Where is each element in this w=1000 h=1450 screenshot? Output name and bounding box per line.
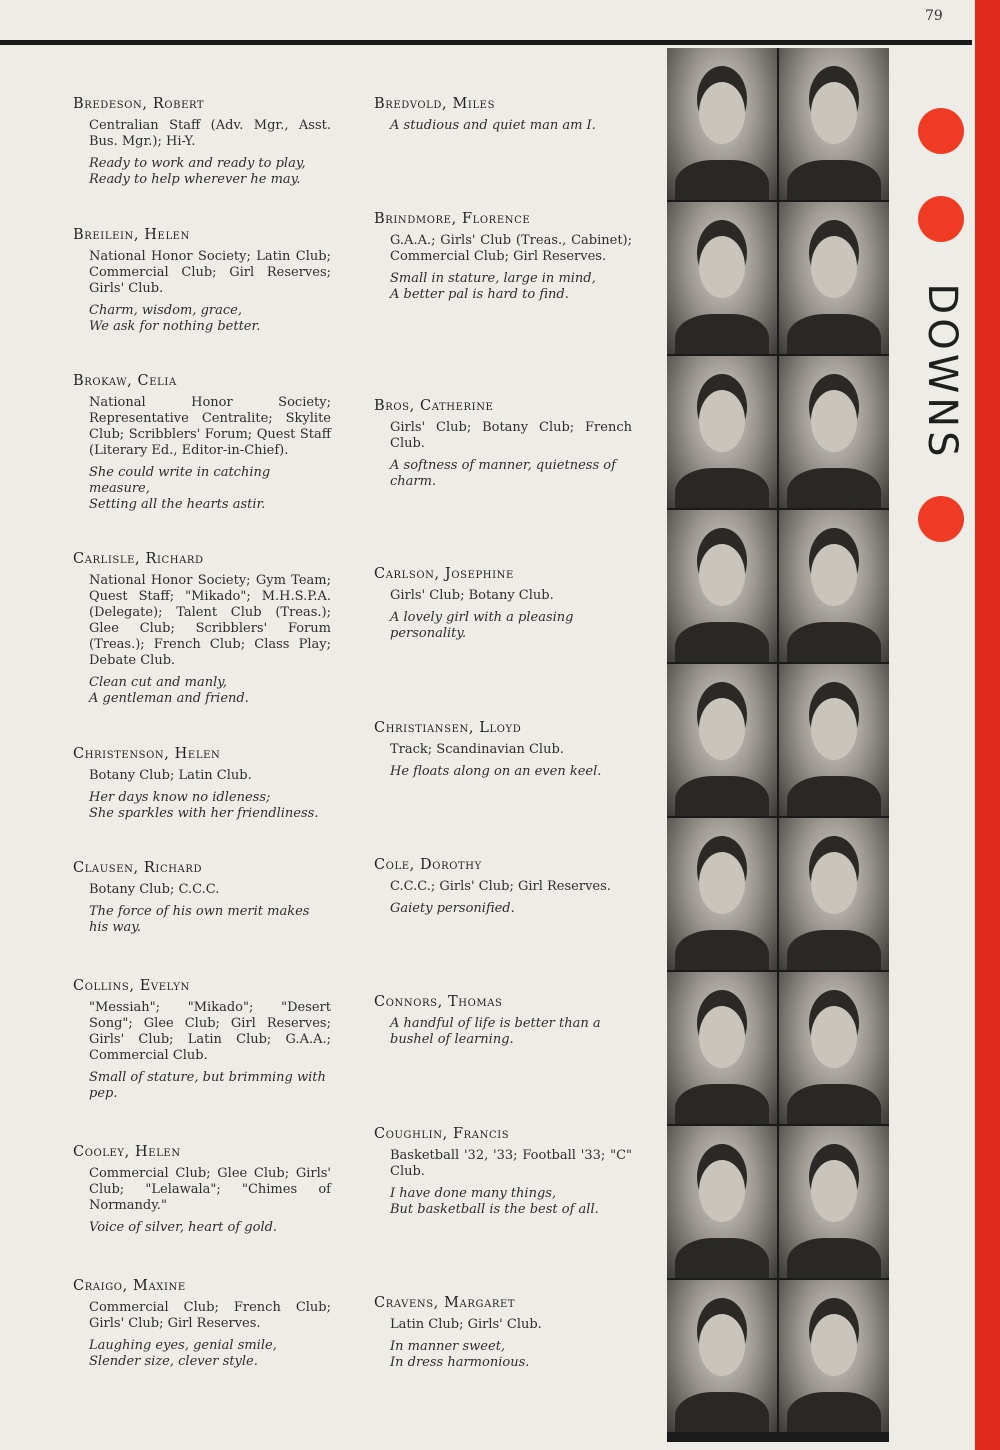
student-activities: C.C.C.; Girls' Club; Girl Reserves.	[390, 879, 611, 894]
student-name: Cooley, Helen	[73, 1144, 181, 1160]
student-activities: Girls' Club; Botany Club; French Club.	[390, 420, 632, 451]
student-quote: A handful of life is better than a bushel of learning.	[390, 1016, 601, 1047]
portrait-christiansen-lloyd	[779, 664, 889, 816]
student-quote: He floats along on an even keel.	[390, 764, 602, 779]
student-entry	[73, 551, 331, 707]
student-name: Cole, Dorothy	[374, 857, 482, 873]
student-name: Cravens, Margaret	[374, 1295, 516, 1311]
student-entry	[73, 746, 331, 822]
portrait-brokaw-celia	[667, 356, 777, 508]
student-activities: Commercial Club; Glee Club; Girls' Club; "Lelawala"; "Chimes of Normandy."	[89, 1166, 331, 1213]
page-number: 79	[925, 8, 943, 24]
student-name: Brokaw, Celia	[73, 373, 177, 389]
student-entry	[73, 1144, 331, 1236]
student-name: Craigo, Maxine	[73, 1278, 186, 1294]
portrait-grid	[667, 48, 889, 1442]
student-entry	[374, 398, 632, 490]
student-activities: "Messiah"; "Mikado"; "Desert Song"; Glee Club; Girl Reserves; Girls' Club; Latin Club; G.A.A.; Commercial Club.	[89, 1000, 331, 1063]
student-quote: In manner sweet, In dress harmonious.	[390, 1339, 530, 1370]
section-label: DOWNS	[919, 283, 965, 461]
portrait-bredeson-robert	[667, 48, 777, 200]
student-entry	[374, 994, 632, 1048]
student-quote: She could write in catching measure, Setting all the hearts astir.	[89, 465, 271, 512]
portrait-craigo-maxine	[667, 1280, 777, 1432]
student-quote: Voice of silver, heart of gold.	[89, 1220, 278, 1235]
student-quote: Ready to work and ready to play, Ready to help wherever he may.	[89, 156, 306, 187]
student-activities: Basketball '32, '33; Football '33; "C" Club.	[390, 1148, 632, 1179]
student-entry	[374, 857, 632, 917]
red-side-strip	[975, 0, 1000, 1450]
red-dot-3	[918, 496, 964, 542]
student-quote: Charm, wisdom, grace, We ask for nothing better.	[89, 303, 261, 334]
student-name: Christiansen, Lloyd	[374, 720, 522, 736]
student-name: Carlisle, Richard	[73, 551, 204, 567]
student-name: Christenson, Helen	[73, 746, 221, 762]
student-quote: A softness of manner, quietness of charm.	[390, 458, 616, 489]
student-name: Bredvold, Miles	[374, 96, 496, 112]
portrait-bros-catherine	[779, 356, 889, 508]
student-activities: Latin Club; Girls' Club.	[390, 1317, 542, 1332]
student-name: Carlson, Josephine	[374, 566, 514, 582]
student-quote: The force of his own merit makes his way.	[89, 904, 310, 935]
student-entry	[374, 720, 632, 780]
student-entry	[374, 211, 632, 303]
portrait-cooley-helen	[667, 1126, 777, 1278]
student-activities: Botany Club; Latin Club.	[89, 768, 252, 783]
red-dot-1	[918, 108, 964, 154]
student-name: Collins, Evelyn	[73, 978, 190, 994]
student-quote: Small of stature, but brimming with pep.	[89, 1070, 326, 1101]
portrait-carlson-josephine	[779, 510, 889, 662]
student-quote: I have done many things, But basketball is the best of all.	[390, 1186, 599, 1217]
student-entry	[374, 1295, 632, 1371]
student-name: Bros, Catherine	[374, 398, 494, 414]
student-quote: Laughing eyes, genial smile, Slender size, clever style.	[89, 1338, 277, 1369]
student-activities: National Honor Society; Representative Centralite; Skylite Club; Scribblers' Forum; Quest Staff (Literary Ed., Editor-in-Chief).	[89, 395, 331, 458]
portrait-clausen-richard	[667, 818, 777, 970]
student-quote: A studious and quiet man am I.	[390, 118, 596, 133]
student-entry	[73, 1278, 331, 1370]
portrait-carlisle-richard	[667, 510, 777, 662]
portrait-collins-evelyn	[667, 972, 777, 1124]
student-entry	[374, 1126, 632, 1218]
student-quote: A lovely girl with a pleasing personality.	[390, 610, 574, 641]
student-activities: Girls' Club; Botany Club.	[390, 588, 554, 603]
portrait-connors-thomas	[779, 972, 889, 1124]
student-activities: G.A.A.; Girls' Club (Treas., Cabinet); Commercial Club; Girl Reserves.	[390, 233, 632, 264]
student-activities: Track; Scandinavian Club.	[390, 742, 564, 757]
student-entry	[73, 373, 331, 513]
student-name: Coughlin, Francis	[374, 1126, 510, 1142]
student-entry	[374, 566, 632, 642]
portrait-coughlin-francis	[779, 1126, 889, 1278]
student-entry	[73, 978, 331, 1102]
student-name: Connors, Thomas	[374, 994, 503, 1010]
portrait-breilein-helen	[667, 202, 777, 354]
student-quote: Clean cut and manly, A gentleman and friend.	[89, 675, 249, 706]
portrait-brindmore-florence	[779, 202, 889, 354]
student-activities: Centralian Staff (Adv. Mgr., Asst. Bus. Mgr.); Hi-Y.	[89, 118, 331, 149]
student-quote: Her days know no idleness; She sparkles with her friendliness.	[89, 790, 319, 821]
student-entry	[73, 227, 331, 335]
student-name: Clausen, Richard	[73, 860, 203, 876]
portrait-cole-dorothy	[779, 818, 889, 970]
student-entry	[374, 96, 632, 134]
student-name: Bredeson, Robert	[73, 96, 205, 112]
red-dot-2	[918, 196, 964, 242]
portrait-bredvold-miles	[779, 48, 889, 200]
student-activities: National Honor Society; Latin Club; Commercial Club; Girl Reserves; Girls' Club.	[89, 249, 331, 296]
student-quote: Small in stature, large in mind, A better pal is hard to find.	[390, 271, 596, 302]
student-activities: Commercial Club; French Club; Girls' Club; Girl Reserves.	[89, 1300, 331, 1331]
portrait-cravens-margaret	[779, 1280, 889, 1432]
student-name: Breilein, Helen	[73, 227, 190, 243]
student-quote: Gaiety personified.	[390, 901, 515, 916]
student-activities: Botany Club; C.C.C.	[89, 882, 220, 897]
student-entry	[73, 860, 331, 936]
student-name: Brindmore, Florence	[374, 211, 531, 227]
portrait-christenson-helen	[667, 664, 777, 816]
student-entry	[73, 96, 331, 188]
student-activities: National Honor Society; Gym Team; Quest Staff; "Mikado"; M.H.S.P.A. (Delegate); Talent Club (Treas.); Glee Club; Scribblers' Forum (Treas.); French Club; Class Play; Debate Club.	[89, 573, 331, 668]
top-rule	[0, 40, 972, 45]
